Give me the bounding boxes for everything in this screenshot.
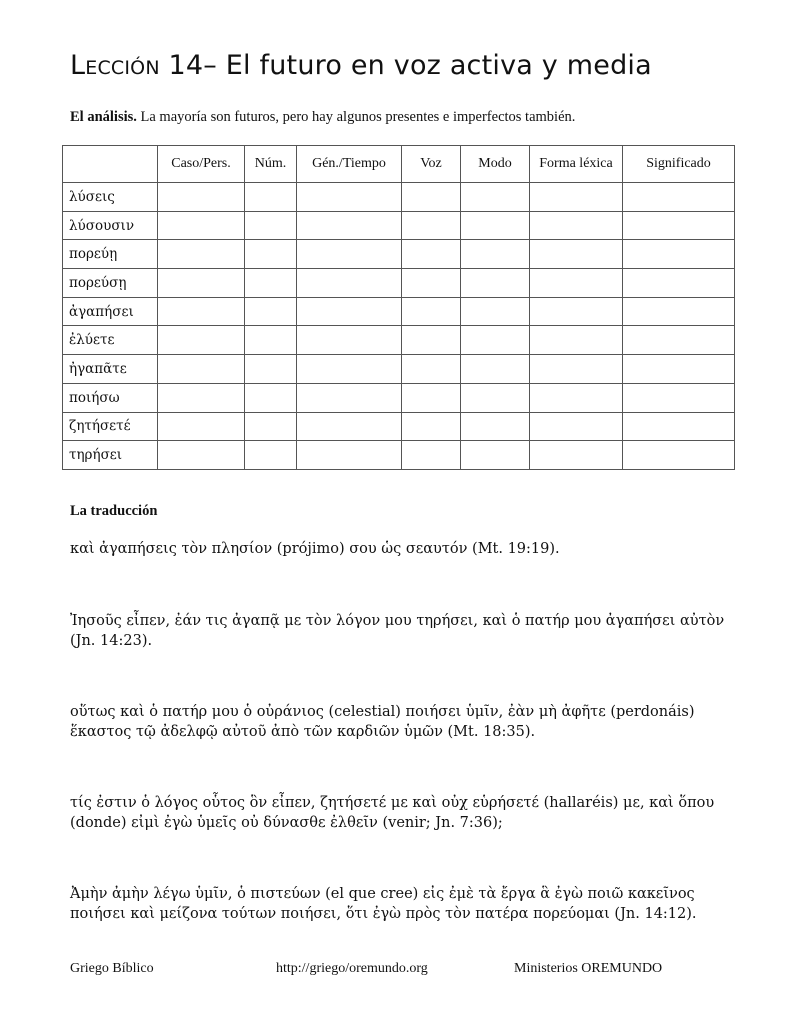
- answer-cell[interactable]: [530, 326, 623, 355]
- table-row: [63, 412, 735, 441]
- row-word: ποιήσω: [63, 383, 158, 412]
- answer-cell[interactable]: [297, 441, 402, 470]
- answer-cell[interactable]: [297, 269, 402, 298]
- answer-cell[interactable]: [530, 355, 623, 384]
- answer-cell[interactable]: [245, 183, 297, 212]
- answer-cell[interactable]: [461, 355, 530, 384]
- row-word: ἠγαπᾶτε: [63, 355, 158, 384]
- row-word: ἀγαπήσει: [63, 297, 158, 326]
- row-word: τηρήσει: [63, 441, 158, 470]
- row-word: ζητήσετέ: [63, 412, 158, 441]
- answer-cell[interactable]: [402, 297, 461, 326]
- answer-cell[interactable]: [158, 269, 245, 298]
- answer-cell[interactable]: [297, 183, 402, 212]
- table-row: [63, 240, 735, 269]
- answer-cell[interactable]: [530, 269, 623, 298]
- analysis-intro: [70, 109, 575, 126]
- answer-cell[interactable]: [402, 211, 461, 240]
- answer-cell[interactable]: [623, 297, 735, 326]
- header-modo: Modo: [461, 146, 530, 183]
- row-word: ἐλύετε: [63, 326, 158, 355]
- answer-cell[interactable]: [461, 183, 530, 212]
- answer-cell[interactable]: [245, 297, 297, 326]
- answer-cell[interactable]: [245, 355, 297, 384]
- answer-cell[interactable]: [402, 326, 461, 355]
- row-word: λύσεις: [63, 183, 158, 212]
- header-word: [63, 146, 158, 183]
- answer-cell[interactable]: [297, 412, 402, 441]
- answer-cell[interactable]: [623, 269, 735, 298]
- answer-cell[interactable]: [623, 383, 735, 412]
- answer-cell[interactable]: [461, 326, 530, 355]
- answer-cell[interactable]: [158, 441, 245, 470]
- answer-cell[interactable]: [461, 211, 530, 240]
- analysis-text: La mayoría son futuros, pero hay algunos presentes e imperfectos también.: [136, 109, 576, 125]
- answer-cell[interactable]: [623, 326, 735, 355]
- footer-url[interactable]: http://griego/oremundo.org: [276, 961, 428, 976]
- answer-cell[interactable]: [530, 412, 623, 441]
- answer-cell[interactable]: [623, 412, 735, 441]
- answer-cell[interactable]: [461, 383, 530, 412]
- answer-cell[interactable]: [402, 412, 461, 441]
- answer-cell[interactable]: [623, 211, 735, 240]
- answer-cell[interactable]: [158, 183, 245, 212]
- answer-cell[interactable]: [461, 412, 530, 441]
- header-voz: Voz: [402, 146, 461, 183]
- title-rest: 14– El futuro en voz activa y media: [159, 50, 652, 81]
- answer-cell[interactable]: [402, 441, 461, 470]
- translation-heading: La traducción: [70, 503, 158, 519]
- answer-cell[interactable]: [402, 183, 461, 212]
- table-header-row: [63, 146, 735, 183]
- table-row: [63, 183, 735, 212]
- translation-sentence-2: Ἰησοῦς εἶπεν, ἐάν τις ἀγαπᾷ με τὸν λόγον μου τηρήσει, καὶ ὁ πατήρ μου ἀγαπήσει αὐτὸν (Jn. 14:23).: [70, 613, 725, 649]
- translation-sentence-4: τίς ἐστιν ὁ λόγος οὗτος ὃν εἶπεν, ζητήσετέ με καὶ οὐχ εὑρήσετέ (hallaréis) με, καὶ ὅπου (donde) εἰμὶ ἐγὼ ὑμεῖς οὐ δύνασθε ἐλθεῖν (venir; Jn. 7:36);: [70, 795, 715, 831]
- answer-cell[interactable]: [530, 297, 623, 326]
- answer-cell[interactable]: [530, 441, 623, 470]
- answer-cell[interactable]: [158, 355, 245, 384]
- row-word: πορεύῃ: [63, 240, 158, 269]
- answer-cell[interactable]: [297, 355, 402, 384]
- answer-cell[interactable]: [297, 297, 402, 326]
- translation-sentence-5: Ἀμὴν ἀμὴν λέγω ὑμῖν, ὁ πιστεύων (el que cree) εἰς ἐμὲ τὰ ἔργα ἃ ἐγὼ ποιῶ κακεῖνος ποιήσει καὶ μείζονα τούτων ποιήσει, ὅτι ἐγὼ πρὸς τὸν πατέρα πορεύομαι (Jn. 14:12).: [70, 886, 697, 922]
- footer-ministry: Ministerios OREMUNDO: [514, 961, 663, 976]
- answer-cell[interactable]: [158, 211, 245, 240]
- answer-cell[interactable]: [245, 326, 297, 355]
- answer-cell[interactable]: [530, 211, 623, 240]
- answer-cell[interactable]: [158, 326, 245, 355]
- answer-cell[interactable]: [245, 412, 297, 441]
- answer-cell[interactable]: [461, 441, 530, 470]
- table-row: [63, 269, 735, 298]
- answer-cell[interactable]: [297, 326, 402, 355]
- answer-cell[interactable]: [245, 211, 297, 240]
- row-word: λύσουσιν: [63, 211, 158, 240]
- header-forma-lexica: Forma léxica: [530, 146, 623, 183]
- footer-course: Griego Bíblico: [70, 961, 154, 976]
- row-word: πορεύσῃ: [63, 269, 158, 298]
- table-row: [63, 355, 735, 384]
- table-row: [63, 441, 735, 470]
- table-row: [63, 383, 735, 412]
- translation-sentence-1: καὶ ἀγαπήσεις τὸν πλησίον (prójimo) σου ὡς σεαυτόν (Mt. 19:19).: [70, 541, 560, 557]
- table-row: [63, 326, 735, 355]
- answer-cell[interactable]: [158, 297, 245, 326]
- answer-cell[interactable]: [623, 355, 735, 384]
- answer-cell[interactable]: [297, 211, 402, 240]
- answer-cell[interactable]: [461, 240, 530, 269]
- answer-cell[interactable]: [245, 269, 297, 298]
- answer-cell[interactable]: [297, 240, 402, 269]
- analysis-label: El análisis.: [70, 109, 137, 125]
- translation-sentence-3: οὕτως καὶ ὁ πατήρ μου ὁ οὐράνιος (celestial) ποιήσει ὑμῖν, ἐὰν μὴ ἀφῆτε (perdonáis) ἕκαστος τῷ ἀδελφῷ αὐτοῦ ἀπὸ τῶν καρδιῶν ὑμῶν (Mt. 18:35).: [70, 704, 695, 740]
- header-significado: Significado: [623, 146, 735, 183]
- answer-cell[interactable]: [623, 441, 735, 470]
- analysis-table: [62, 145, 735, 470]
- answer-cell[interactable]: [158, 412, 245, 441]
- header-gen-tiempo: Gén./Tiempo: [297, 146, 402, 183]
- answer-cell[interactable]: [530, 183, 623, 212]
- title-lesson-word: Lección: [70, 50, 160, 81]
- answer-cell[interactable]: [402, 355, 461, 384]
- answer-cell[interactable]: [297, 383, 402, 412]
- answer-cell[interactable]: [402, 269, 461, 298]
- answer-cell[interactable]: [402, 240, 461, 269]
- page-title: [70, 50, 652, 81]
- answer-cell[interactable]: [461, 269, 530, 298]
- table-row: [63, 297, 735, 326]
- answer-cell[interactable]: [158, 240, 245, 269]
- answer-cell[interactable]: [402, 383, 461, 412]
- table-row: [63, 211, 735, 240]
- answer-cell[interactable]: [245, 383, 297, 412]
- answer-cell[interactable]: [623, 183, 735, 212]
- answer-cell[interactable]: [461, 297, 530, 326]
- answer-cell[interactable]: [245, 441, 297, 470]
- answer-cell[interactable]: [623, 240, 735, 269]
- answer-cell[interactable]: [530, 240, 623, 269]
- header-num: Núm.: [245, 146, 297, 183]
- header-caso: Caso/Pers.: [158, 146, 245, 183]
- answer-cell[interactable]: [245, 240, 297, 269]
- answer-cell[interactable]: [530, 383, 623, 412]
- answer-cell[interactable]: [158, 383, 245, 412]
